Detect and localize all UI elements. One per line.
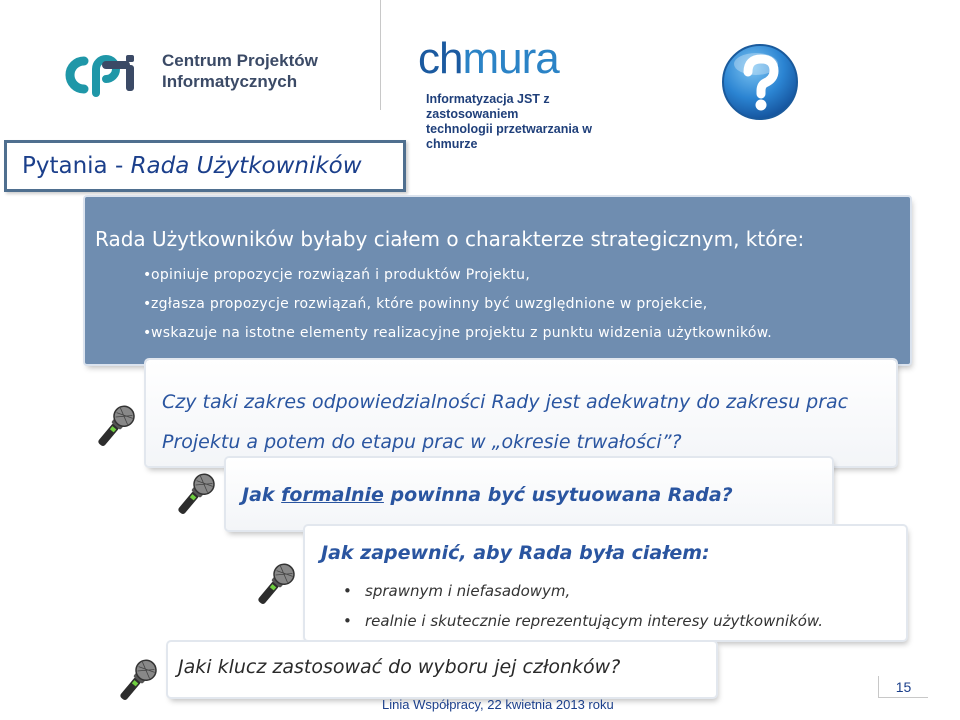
question-formal-after: powinna być usytuowana Rada? (383, 484, 733, 506)
page-number: 15 (878, 676, 928, 698)
chmura-logo-tagline (426, 92, 638, 152)
intro-list (95, 261, 900, 348)
chmura-logo-mura: mura (462, 34, 559, 83)
page-title-prefix: Pytania - (22, 153, 131, 179)
bullet-icon: • (143, 296, 152, 312)
bullet-icon: • (143, 325, 152, 341)
question-ensure-heading: Jak zapewnić, aby Rada była ciałem: (321, 542, 710, 564)
question-box-formal (226, 458, 832, 530)
question-formal-underlined: formalnie (281, 484, 384, 506)
question-ensure-item: sprawnym i niefasadowym, (365, 582, 571, 600)
microphone-icon (250, 560, 300, 610)
question-box-key (168, 642, 716, 697)
footer-text: Linia Współpracy, 22 kwietnia 2013 roku (382, 697, 614, 712)
list-item (95, 261, 900, 290)
cpi-logo-text (162, 50, 318, 92)
list-item (95, 319, 900, 348)
cpi-logo-line1: Centrum Projektów (162, 51, 318, 70)
question-box-scope (146, 360, 896, 466)
bullet-icon: • (143, 267, 152, 283)
intro-heading: Rada Użytkowników byłaby ciałem o charakterze strategicznym, które: (95, 227, 805, 251)
question-formal-text (242, 484, 733, 506)
intro-item-text: wskazuje na istotne elementy realizacyjne projektu z punktu widzenia użytkowników. (151, 325, 772, 341)
chmura-logo-wordmark (418, 34, 559, 84)
slide-title-box (4, 140, 406, 192)
intro-item-text: opiniuje propozycje rozwiązań i produktów Projektu, (151, 267, 531, 283)
question-scope-text: Czy taki zakres odpowiedzialności Rady jest adekwatny do zakresu prac Projektu a potem do etapu prac w „okresie trwałości”? (162, 391, 849, 453)
chmura-logo-ch: ch (418, 34, 463, 83)
cpi-logo (62, 45, 342, 105)
intro-item-text: zgłasza propozycje rozwiązań, które powinny być uwzględnione w projekcie, (151, 296, 708, 312)
chmura-tagline-line1: Informatyzacja JST z zastosowaniem (426, 92, 550, 121)
question-key-text: Jaki klucz zastosować do wyboru jej członków? (178, 656, 621, 678)
cpi-logo-line2: Informatycznych (162, 72, 298, 91)
bullet-icon: • (343, 612, 352, 630)
list-item (343, 576, 823, 606)
chmura-logo (418, 34, 638, 151)
question-formal-before: Jak (242, 484, 282, 506)
question-ensure-item: realnie i skutecznie reprezentującym interesy użytkowników. (365, 612, 823, 630)
question-mark-icon (720, 42, 800, 122)
microphone-icon (170, 470, 220, 520)
question-ensure-list (343, 576, 823, 636)
microphone-icon (90, 402, 140, 452)
list-item (95, 290, 900, 319)
cpi-logo-mark (62, 53, 154, 97)
header-divider (380, 0, 381, 110)
question-box-ensure (305, 526, 906, 640)
page-title (22, 153, 362, 179)
page-title-italic: Rada Użytkowników (130, 153, 362, 179)
intro-box (85, 197, 910, 364)
microphone-icon (112, 656, 162, 706)
chmura-tagline-line2: technologii przetwarzania w chmurze (426, 122, 592, 151)
list-item (343, 606, 823, 636)
bullet-icon: • (343, 582, 352, 600)
